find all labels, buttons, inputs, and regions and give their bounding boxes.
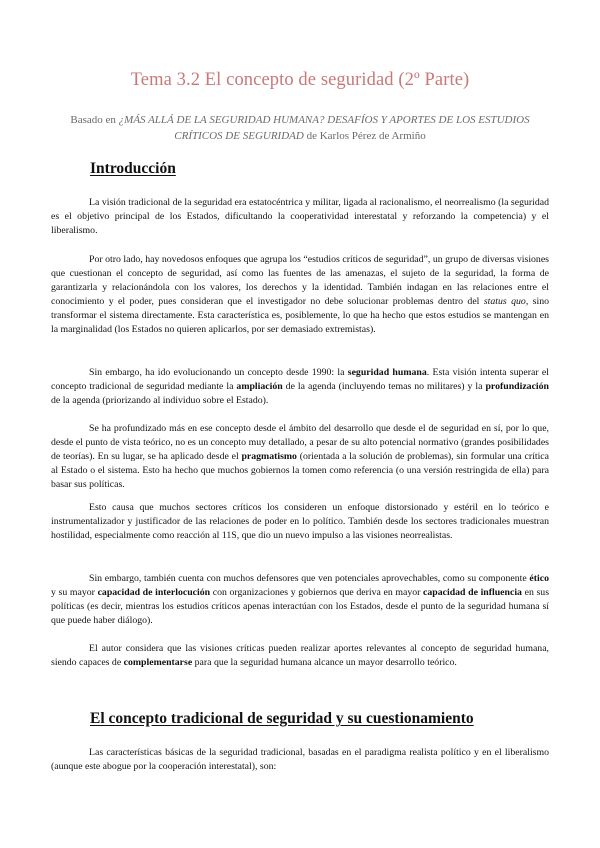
paragraph-3-text-c: de la agenda (incluyendo temas no militares) y la — [282, 381, 486, 393]
paragraph-6-text-a: Sin embargo, también cuenta con muchos defensores que ven potenciales aprovechables, como su componente — [89, 573, 530, 584]
paragraph-4-bold-1: pragmatismo — [241, 451, 297, 463]
paragraph-3-bold-2: ampliación — [236, 381, 283, 393]
paragraph-2 — [51, 253, 549, 338]
paragraph-6-bold-1: ético — [529, 573, 549, 584]
paragraph-4 — [51, 422, 549, 492]
section-heading-introduccion: Introducción — [90, 160, 176, 177]
paragraph-4-text-a: Se ha profundizado más en ese concepto desde el ámbito del desarrollo que desde el de seguridad en sí, por lo que, desde el punto de vista teórico, no es un concepto muy detallado, a pesar de su alto potencial normativo (grandes posibilidades de teorías). En su lugar, se ha aplicado desde el — [51, 423, 549, 463]
paragraph-5: Esto causa que muchos sectores críticos los consideren un enfoque distorsionado y estéril en lo teórico e instrumentalizador y justificador de las relaciones de poder en lo político. También desde los sectores tradicionales muestran hostilidad, especialmente como reacción al 11S, que dio un nuevo impulso a las visiones neorrealistas. — [51, 502, 549, 542]
paragraph-3-text-b: . Esta visión intenta superar el concepto tradicional de seguridad mediante la — [51, 367, 549, 393]
paragraph-4-text-b: (orientada a la solución de problemas), sin formular una crítica al Estado o el sistema. Esto ha hecho que muchos gobiernos la tomen como referencia (o una versión restringida de ella) para basar sus políticas. — [51, 451, 549, 491]
paragraph-1: La visión tradicional de la seguridad era estatocéntrica y militar, ligada al racionalismo, el neorrealismo (la seguridad es el objetivo principal de los Estados, dificultando la cooperatividad interestatal y reforzando la competencia) y el liberalismo. — [51, 197, 549, 237]
paragraph-7-text-a: El autor considera que las visiones críticas pueden realizar aportes relevantes al concepto de seguridad humana, siendo capaces de — [51, 643, 549, 669]
paragraph-7-bold-1: complementarse — [123, 657, 193, 669]
paragraph-6-text-c: con organizaciones y gobiernos que deriva en mayor — [210, 587, 424, 599]
paragraph-3-text-d: de la agenda (priorizando al individuo sobre el Estado). — [51, 395, 269, 407]
paragraph-6 — [51, 572, 549, 628]
page-title: Tema 3.2 El concepto de seguridad (2º Parte) — [130, 70, 470, 90]
subtitle-author: de Karlos Pérez de Armiño — [303, 130, 426, 142]
paragraph-3-bold-1: seguridad humana — [347, 367, 427, 378]
subtitle-prefix: Basado en — [70, 114, 119, 126]
paragraph-3-bold-3: profundización — [485, 381, 549, 393]
subtitle — [70, 112, 530, 144]
paragraph-2-italic: status quo — [483, 296, 526, 308]
paragraph-6-bold-3: capacidad de influencia — [423, 587, 522, 599]
paragraph-7 — [51, 642, 549, 670]
section-heading-concepto-tradicional: El concepto tradicional de seguridad y su cuestionamiento — [90, 710, 474, 727]
paragraph-7-text-b: para que la seguridad humana alcance un mayor desarrollo teórico. — [192, 657, 457, 669]
paragraph-3-text-a: Sin embargo, ha ido evolucionando un concepto desde 1990: la — [89, 367, 348, 378]
paragraph-3 — [51, 366, 549, 408]
paragraph-2-text-b: , sino transformar el sistema directamente. Esta característica es, posiblemente, lo que ha hecho que estos estudios se mantengan en la marginalidad (los Estados no quieren aplicarlos, por ser demasiado extremistas). — [51, 296, 550, 336]
paragraph-8: Las características básicas de la seguridad tradicional, basadas en el paradigma realista político y en el liberalismo (aunque este abogue por la cooperación interestatal), son: — [51, 747, 549, 773]
paragraph-6-text-d: en sus políticas (es decir, mientras los estudios críticos apenas interactúan con los Estados, desde el punto de la seguridad humana sí que puede haber diálogo). — [51, 587, 550, 627]
paragraph-2-text-a: Por otro lado, hay novedosos enfoques que agrupa los “estudios críticos de seguridad”, un grupo de diversas visiones que cuestionan el concepto de seguridad, así como las fuentes de las amenazas, el sujeto de la seguridad, la forma de garantizarla y relacionándola con los valores, los derechos y la identidad. También indagan en las relaciones entre el conocimiento y el poder, pues consideran que el investigador no debe solucionar problemas dentro del — [51, 254, 549, 308]
paragraph-6-bold-2: capacidad de interlocución — [97, 587, 211, 599]
paragraph-6-text-b: y su mayor — [51, 587, 98, 599]
subtitle-work-title: ¿MÁS ALLÁ DE LA SEGURIDAD HUMANA? DESAFÍOS Y APORTES DE LOS ESTUDIOS CRÍTICOS DE SEGURIDAD — [118, 114, 530, 142]
